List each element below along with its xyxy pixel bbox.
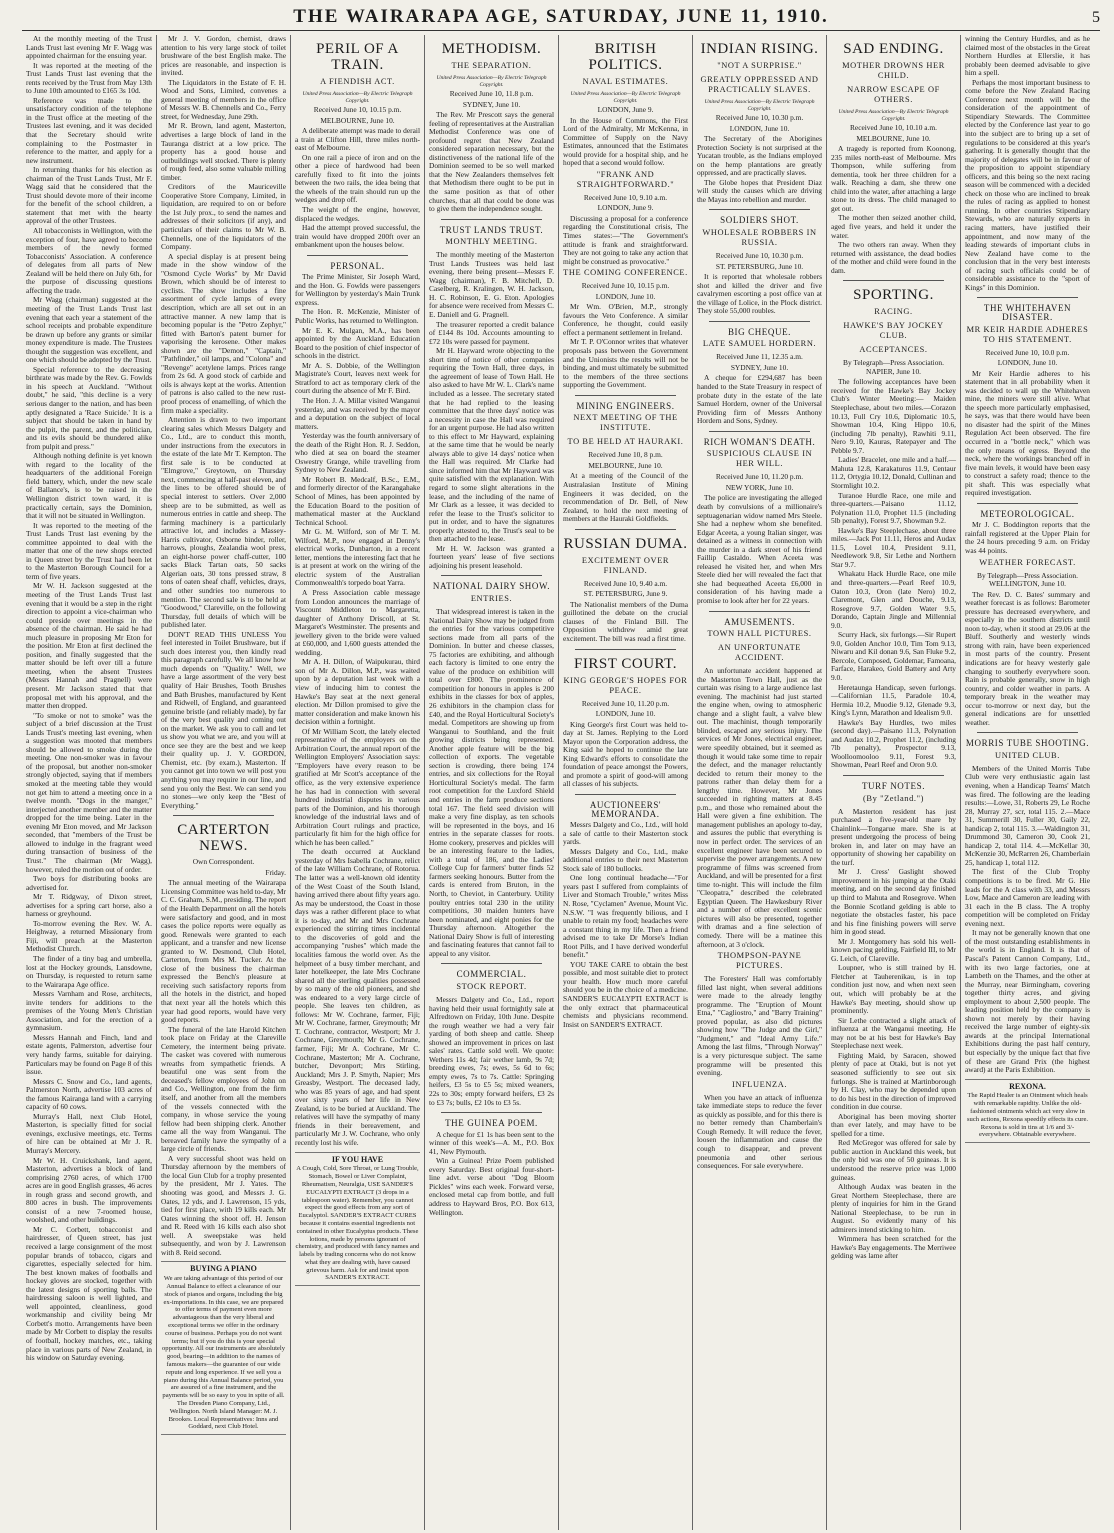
paragraph: Ladies' Bracelet, one mile and a half.—Mahuta 12.8, Karakaturos 11.9, Centaur 11.2, Ortygia 10.12, Donald, Cullinan and Stormlight 10.2.	[831, 455, 956, 490]
paragraph: The Prime Minister, Sir Joseph Ward, and the Hon. G. Fowlds were passengers for Wellington by yesterday's Main Trunk express.	[295, 272, 420, 307]
dateline: LONDON, June 10.	[997, 358, 1058, 368]
headline-sad-ending: SAD ENDING.	[843, 41, 944, 57]
paragraph: Although Audax was beaten in the Great Northern Steeplechase, there are plenty of inquiries for him in the Grand National Steeplechase, to be run in August. So evidently many of his admirers intend sticking to him.	[831, 1182, 956, 1234]
divider	[307, 255, 408, 256]
dateline: By Telegraph—Press Association. WELLINGTON, June 10.	[977, 570, 1078, 589]
page-number: 5	[1092, 9, 1100, 26]
ad-title: IF YOU HAVE	[331, 1154, 384, 1164]
headline-personal: PERSONAL.	[330, 260, 385, 271]
subheadline: "FRANK AND STRAIGHTFORWARD."	[576, 169, 675, 189]
paragraph: A Masterton resident has just purchased a five-year-old mare by Chainlink—Tongarue mare. She is at present undergoing the process of being broken in, and later on may have an opportunity of showing her capability on the turf.	[831, 806, 956, 867]
wire-credit: United Press Association—By Electric Telegraph Copyright.	[570, 91, 681, 104]
paragraph: The annual meeting of the Wairarapa Licensing Committee was held to-day, Mr C. C. Graham, S.M., presiding. The report of the Health Department on all the hotels were satisfactory and good, and in most cases the police reports were equally as good. Renewals were granted to each applicant, and a transfer and new license granted to W. Desmond, Club Hotel, Carterton, from Mrs M. Tucker. At the close of the business the chairman expressed the Bench's pleasure at receiving such satisfactory reports from all the hotels in the district, and hoped that next year all the hotels which this year had good reports, would have very good reports.	[161, 878, 286, 1025]
ad-title: REXONA.	[1009, 1081, 1046, 1091]
paragraph: It is reported that wholesale robbers shot and killed the driver and five cavalrymen escorting a post office van at the village of Lolice, in the Plock district. They stole 55,000 roubles.	[697, 272, 822, 316]
paragraph: Win a Guinea! Prize Poem published every Saturday. Best original four-short-line advt. verse about "Dog Bloom Pickles" wins each week. Forward verse, enclosed metal cap from bottle, and full address to Hayward Bros, P.O. Box 613, Wellington.	[429, 1156, 554, 1217]
received-line: Received June 10, 8 p.m.	[588, 450, 663, 460]
column-6	[692, 35, 826, 1530]
advertisement-rexona	[965, 1079, 1090, 1144]
paragraph: It was reported at the meeting of the Trust Lands Trust last evening that the rents received by the Trust from May 13th to June 10th amounted to £165 3s 10d.	[26, 60, 152, 96]
paragraph: Mr Robert B. Medcalf, B.Sc., E.M., and formerly director of the Karangahake School of Mines, has been appointed by the Education Board to the position of mathematical master at the Auckland Technical School.	[295, 474, 420, 527]
subheadline: GREATLY OPPRESSED AND PRACTICALLY SLAVES.	[700, 75, 819, 94]
paragraph: The finder of a tiny bag and umbrella, lost at the Hockey grounds, Lansdowne, on Thursday, is requested to return same to the Wairarapa Age office.	[26, 953, 152, 989]
subheadline: "NOT A SURPRISE."	[717, 61, 802, 70]
masthead	[22, 6, 1100, 31]
received-line: Received June 10, 9.40 a.m.	[583, 578, 668, 588]
paragraph: Loupner, who is still trained by H. Fletcher at Tauherenikau, is in top condition just now, and when next seen out, which will probably be at the Hawke's Bay meeting, should show up prominently.	[831, 963, 956, 1016]
divider	[441, 1112, 542, 1113]
headline-british-politics: BRITISH POLITICS.	[588, 41, 663, 73]
columns	[22, 35, 1100, 1530]
dateline: SYDNEY, June 10.	[730, 362, 789, 372]
paragraph: Special reference to the decreasing birthrate was made by the Rev. G. Fowlds in his speech at Auckland. "Without doubt," he said, "this decline is a very serious danger to the nation, and has been aptly designated a 'Race Suicide.' It is a subject that should be taken in hand by the pulpit, the parent, and the politician, and its evils should be thundered alike from pulpit and press."	[26, 364, 152, 451]
paragraph: The Hon. R. McKenzie, Minister of Public Works, has returned to Wellington.	[295, 307, 420, 326]
paragraph: Mr H. Hayward wrote objecting to the short time of notice of other companies requiring the Town Hall, three days, in the agreement of lease of Town Hall. He also asked to have Mr W. L. Clark's name included as a lessee. The secretary stated that he had replied to the leasing committee that the three days' notice was a necessity in case the Hall was required for an urgent purpose. He had also written to this effect to Mr Hayward, explaining at the same time that he would be nearly always able to give 14 days' notice when the Hall was required. Mr Clarke had since informed him that Mr Hayward was quite satisfied with the explanation. With regard to some slight alterations in the lease, and the including of the name of Mr Clark as a lessee, it was decided to refer the lease to the Trust's solicitor to put in order, and to have the signatures properly attested to, the Trust's seal to be then attached to the lease.	[429, 346, 554, 544]
dateline: ST. PETERSBURG, June 9.	[583, 589, 668, 599]
headline-national-dairy-show: NATIONAL DAIRY SHOW.	[432, 581, 551, 592]
paragraph: Mr C. Corbett, tobacconist and hairdresser, of Queen street, has just received a large consignment of the most popular brands of tobacco, cigars and cigarettes, especially selected for him. The best known makes of footballs and hockey gloves are stocked, together with the latest designs of sporting balls. The hairdressing saloon is well lighted, and well appointed, cleanliness, good workmanship and civility being Mr Corbett's motto. Arrangements have been made by Mr Corbett to display the results of football, hockey matches, etc., taking place in various parts of New Zealand, in his window on Saturday evening.	[26, 1224, 152, 1363]
dateline: NEW YORK, June 10.	[725, 482, 794, 492]
paragraph: Mr H. W. Jackson was granted a fourteen years' lease of five sections adjoining his present leasehold.	[429, 543, 554, 570]
paragraph: King George's first Court was held to-day at St. James. Replying to the Lord Mayor upon the Corporation address, the King said he hoped to continue the late King Edward's efforts to consolidate the foundation of peace amongst the Powers, and promote a spirit of good-will among all classes of his subjects.	[563, 719, 688, 789]
paragraph: Messrs Dalgety and Co., Ltd., report having held their usual fortnightly sale at Alfredtown on Friday, 10th June. Despite the rough weather we had a very fair yarding of both sheep and cattle. Sheep showed an improvement in prices on last sales' rates. Cattle sold well. We quote: Wethers 11s 4d; fair wether lamb, 9s 7d; breeding ewes, 7s; ewes, 5s 6d to 6s; empty ewes, 7s to 7s. Cattle: Springing heifers, £3 5s to £5 5s; mixed weaners, 22s to 30s; empty forward heifers, £3 2s to £3 7s; bulls, £2 10s to £3 5s.	[429, 994, 554, 1107]
paragraph: Murray's Hall, next Club Hotel, Masterton, is specially fitted for social evenings, exclusive meetings, etc. Terms of hire can be obtained at Mr J. R. Murray's Mercery.	[26, 1111, 152, 1155]
divider	[977, 297, 1078, 298]
divider	[575, 529, 676, 530]
paragraph: That widespread interest is taken in the National Dairy Show may be judged from the entries for the various competitive sections made from all parts of the Dominion. In butter and cheese classes, 75 factories are exhibiting, and although each factory is limited to one entry the value of the produce on exhibition will total over £800. The prominence of competition for honours in apples is 200 exhibits in the classes for box of apples, 26 exhibitors in the champion class for £40, and the Royal Horticultural Society's medal. Competitors are showing up from Wanganui to Southland, and the fruit growing districts being represented. Another apple feature will be the big collection of exports. The vegetable section is crowding, there being 174 entries, and six collections for the Royal Horticultural Society's medal. The farm root competition for the Luxford Shield and entries in the farm produce sections total 167. The field seed division will make a very fine display, as ten schools will be represented in the boys, and 16 entries in the separate classes for roots. Home cookery, preserves and pickles will be an interesting feature to the ladies, with a total of 186, and the Ladies' College Cup for farmers' butter finds 52 farmers seeking honours. Butter from the cards is entered from Bruton, in the North, to Cheviot, in Canterbury. Utility poultry entries total 230 in the utility competitions, 30 maiden hunters have been nominated, and eight ponies for the Thursday afternoon. Altogether the National Dairy Show is full of interesting and fascinating features that cannot fail to appeal to any visitor.	[429, 606, 554, 958]
paragraph: Red McGregor was offered for sale by public auction in Auckland this week, but the only bid was one of 50 guineas. It is understood the reserve price was 1,000 guineas.	[831, 1138, 956, 1182]
headline-whitehaven-disaster: THE WHITEHAVEN DISASTER.	[983, 303, 1072, 322]
advertisement-piano	[161, 1261, 286, 1435]
received-line: Received June 10, 10.15 p.m.	[313, 105, 402, 114]
received-line: Received June 11, 12.35 a.m.	[716, 352, 803, 362]
paragraph: A cheque for £294,687 has been handed to the State Treasury in respect of probate duty in the estate of the late Samuel Hordern, owner of the Universal Providing firm of Messrs Anthony Hordern and Sons, Sydney.	[697, 373, 822, 426]
column-2	[156, 35, 290, 1530]
paragraph: It was reported to the meeting of the Trust Lands Trust last evening by the committee appointed to deal with the matter that one of the new shops erected in Queen street by the Trust had been let to the Masterton Borough Council for a term of five years.	[26, 520, 152, 581]
paragraph: winning the Century Hurdles, and as he claimed most of the obstacles in the Great Northern Hurdles at Ellerslie, it has probably been deemed advisable to give him a spell.	[965, 35, 1090, 78]
paragraph: At a meeting of the Council of the Australasian Institute of Mining Engineers it was decided, on the recommendation of Dr. Bell, of New Zealand, to hold the next meeting of members at the Hauraki Goldfields.	[563, 471, 688, 524]
byline: Own Correspondent.	[192, 857, 255, 867]
divider	[575, 649, 676, 650]
paragraph: Mr G. M. Wilford, son of Mr T. M. Wilford, M.P., now engaged at Denny's electrical works, Dunbarton, in a recent letter, mentions the interesting fact that he is at present at work on the wiring of the electric system of the Australian Commonwealth's torpedo boat Yarra.	[295, 527, 420, 588]
subheadline: NARROW ESCAPE OF OTHERS.	[847, 85, 940, 104]
paragraph: It may not be generally known that one of the most outstanding establishments in the world is in England. It is that of Pascal's Patent Cannon Company, Ltd., with its two large factories, one at Lambeth on the Thames, and the other at the Murray, near Birmingham, covering together thirty acres, and giving employment to about 2,500 people. The leading position held by the company is shown not merely by their having received the large number of eighty-six awards at the principal International Exhibitions during the past half century, but especially by the unique fact that five of these are Grand Prix (the highest award) at the Paris Exhibition.	[965, 928, 1090, 1075]
paragraph: Messrs C. Snow and Co., land agents, Palmerston North, advertise 103 acres of the famous Kairanga land with a carrying capacity of 60 cows.	[26, 1076, 152, 1112]
paragraph: Fighting Maid, by Saracen, showed plenty of pace at Otaki, but is not yet seasoned sufficiently to see out six furlongs. She is trained at Martinborough by H. Clay, who may be depended upon to do his best in the direction of improved condition in due course.	[831, 1050, 956, 1112]
subheadline: ACCEPTANCES.	[859, 345, 928, 355]
paragraph: A Press Association cable message from London announces the marriage of Viscount Middleton to Margaretta, daughter of Anthony Driscoll, at St. Margaret's Westminster. The presents and jewellery given to the bride were valued at £60,000, and 1,600 guests attended the wedding.	[295, 587, 420, 657]
headline-big-cheque: BIG CHEQUE.	[727, 326, 792, 337]
paragraph: The Foresters' Hall was comfortably filled last night, when several additions were made to the already lengthy programme. The "Eruption of Mount Etna," "Cagliostro," and "Barry Training" proved popular, as also did pictures showing how "The Judge and the Girl," "Judgment," and "Ideal Army Life." Among the last films, "Through Norway" is a very picturesque subject. The same programme will be presented this evening.	[697, 974, 822, 1078]
paragraph: Yesterday was the fourth anniversary of the death of the Right Hon. R. J. Seddon, who died at sea on board the steamer Oswestry Grange, while travelling from Sydney to New Zealand.	[295, 431, 420, 475]
paragraph: Aboriginal has been moving shorter than ever lately, and may have to be spelled for a time.	[831, 1111, 956, 1138]
divider	[977, 503, 1078, 504]
paragraph: A very successful shoot was held on Thursday afternoon by the members of the local Gun Club for a trophy presented by the president, Mr J. Yates. The shooting was good, and Messrs J. G. Oates, 12 yds, and J. Lawrenson, 15 yds, tied for first place, with 19 kills each. Mr Oates winning the shoot off. H. Jenson and R. Reed with 16 kills each also shot well. A sweepstake was held subsequently, and won by J. Lawrenson with 8. Reid second.	[161, 1153, 286, 1257]
dateline: LONDON, June 10.	[595, 291, 656, 301]
ad-title: BUYING A PIANO	[190, 1264, 257, 1274]
paragraph: Mr Wagg (chairman) suggested at the meeting of the Trust Lands Trust last evening that each year a statement of the school receipts and probable expenditure be drawn up before any grants or similar money expenditure is made. The Trustees thought the suggestion was excellent, and one which should be adopted by the Trust.	[26, 295, 152, 365]
dateline: SYDNEY, June 10.	[462, 99, 521, 109]
headline-guinea-poem: THE GUINEA POEM.	[445, 1118, 538, 1129]
paragraph: The following acceptances have been received for the Hawke's Bay Jockey Club's Winter Meeting:— Maiden Steeplechase, about two miles.—Corazon 10.13, Full Cry 10.6, Diplomatic 10.5, Showman 10.4, King Hippo 10.6, (including 7lb penalty), Rawhiti 9.11, Nero 9.10, Kauras, Ratepayer and The Pebble 9.7.	[831, 377, 956, 455]
subheadline: NAVAL ESTIMATES.	[582, 77, 669, 86]
subheadline: THOMPSON-PAYNE PICTURES.	[717, 951, 802, 971]
paragraph: The Nationalist members of the Duma guillotined the debate on the crucial clauses of the Finland Bill. The Opposition withdrew amid great excitement. The bill was read a first time.	[563, 599, 688, 643]
paragraph: To-morrow evening the Rev. W. A. Heighway, a returned Missionary from Fiji, will preach at the Masterton Methodist Church.	[26, 918, 152, 954]
divider	[843, 280, 944, 281]
paragraph: Mr W. H. Jackson suggested at the meeting of the Trust Lands Trust last evening that it would be a step in the right direction to appoint a vice-chairman who could preside over meetings in the absence of the chairman. He said he had much pleasure in proposing Mr Eton for the position. Mr Eton at first declined the position, and finally suggested that the matter should be left over till a future meeting, when the absent Trustees (Messrs Hannah and Pragnell) were present. Mr Jackson stated that that proposal met with his approval, and the matter then dropped.	[26, 581, 152, 711]
divider	[709, 611, 810, 612]
subheadline: AN UNFORTUNATE ACCIDENT.	[717, 643, 802, 663]
divider	[441, 575, 542, 576]
paragraph: Discussing a proposal for a conference regarding the Constitutional crisis, The Times states:—"The Government's attitude is frank and straightforward. They are not going to take any action that might be construed as provocative."	[563, 213, 688, 266]
paragraph: Of Mr William Scott, the lately elected representative of the employers on the Arbitration Court, the annual report of the Wellington Employers' Association says: "Employers have every reason to be gratified at Mr Scott's acceptance of the office, as the very extensive experience he has had in connection with several hundred industrial disputes in various parts of the Dominion, and his thorough knowledge of the industrial laws and of Arbitration Court rulings and practice, particularly fit him for the high office for which he has been called."	[295, 726, 420, 847]
wire-credit: United Press Association—By Electric Telegraph Copyright.	[302, 91, 413, 104]
wire-credit: United Press Association—By Electric Telegraph Copyright.	[838, 109, 949, 122]
headline-russian-duma: RUSSIAN DUMA.	[563, 535, 688, 552]
paragraph: In the House of Commons, the First Lord of the Admiralty, Mr McKenna, in Committee of Supply on the Navy Estimates, announced that the Estimates would provide for a hospital ship, and he hoped that a second would follow.	[563, 115, 688, 168]
received-line: Received June 10, 10.30 p.m.	[715, 113, 804, 122]
dateline: LONDON, June 10.	[595, 709, 656, 719]
dateline: MELBOURNE, June 10.	[588, 460, 663, 470]
paragraph: One long continual headache—"For years past I suffered from complaints of Liver and Stomach Trouble," writes Miss N. Rose, "Cyclamen" Avenue, Mount Vic. N.S.W. "I was frequently bilious, and I unable to retain my food; headaches were a constant thing in my life. Then a friend advised me to take Dr Morse's Indian Root Pills, and I have derived wonderful benefit."	[563, 873, 688, 960]
paragraph: "To smoke or not to smoke" was the subject of a brief discussion at the Trust Lands Trust's meeting last evening, when a suggestion was mooted that members should be allowed to smoke during the meeting. One non-smoker was in favour of the proposal, but another non-smoker strongly objected, saying that if members smoked at the meeting table they would not get him to attend a meeting once in a twelve month. "Dogs in the manger," interjected another member and the matter dropped for the time being. Later in the evening Mr Eton moved, and Mr Jackson seconded, that "members of the Trust be allowed to indulge in the fragrant weed during transaction of business of the Trust." The chairman (Mr Wagg), however, ruled the motion out of order.	[26, 710, 152, 874]
paragraph: The treasurer reported a credit balance of £144 8s 10d. Accounts amounting to £72 10s were passed for payment.	[429, 319, 554, 346]
paragraph: Mr E. K. Mulgan, M.A., has been appointed by the Auckland Education Board to the position of chief inspector of schools in the district.	[295, 325, 420, 361]
ad-text: We are taking advantage of this period of our Annual Balance to effect a clearance of our stock of pianos and organs, including the big ex-importations. In this case, we are prepared to offer terms of payment even more advantageous than the very liberal and exceptional terms we offer in the ordinary course of business. Perhaps you do not want terms; but if you do this is your special opportunity. All our instruments are absolutely good, bearing—in addition to the names of famous makers—the guarantee of our wide repute and long experience. If we sell you a piano during this Annual Balance period, you are assured of a fine instrument, and the payments will be so easy to you in spite of all. The Dresden Piano Company, Ltd., Wellington. North Island Manager: M. J. Brookes. Local Representatives: Inns and Goddard, next Club Hotel.	[161, 1275, 285, 1431]
headline-methodism: METHODISM.	[441, 41, 542, 57]
subheadline: WEATHER FORECAST.	[979, 557, 1076, 567]
headline-mining-engineers: MINING ENGINEERS.	[576, 400, 675, 411]
paragraph: A special display is at present being made in the show window of the "Osmond Cycle Works" by Mr David Brown, which should be of interest to cyclists. The show includes a fine assortment of cycle lamps of every description, which are all set out in an attractive manner. A new lamp that is becoming popular is the "Petro Zephyr," fitted with Barton's patent burner for vaporising the kerosene. Other makes shown are the "Demon," "Captain," "Pathfinder," oil lamps, and "Colona" and "Revenge" acetylene lamps. Prices range from 2s 6d. A good stock of carbide and oils is always kept at the works. Attention of patrons is also called to the new rust-proof process of enamelling, of which the firm make a speciality.	[161, 251, 286, 415]
paragraph: The first of the Club Trophy competitions is to be fired. Mr G. Hie leads for the A class with 33, and Messrs Low, Mace and Cameron are leading with 31 each in the B class. The A trophy competition will be completed on Friday evening next.	[965, 867, 1090, 928]
paragraph: A cheque for £1 1s has been sent to the winner of this week's—A. M., P.O. Box 41, New Plymouth.	[429, 1129, 554, 1156]
paragraph: Mr J. Cress' Gaslight showed improvement in his jumping at the Otaki meeting, and on the second day finished up third to Mahuta and Rosegrove. When the Bonnie Scotland gelding is able to negotiate the obstacles faster, his pace and his fine finishing powers will serve him in good stead.	[831, 867, 956, 937]
paragraph: Mr T. P. O'Connor writes that whatever proposals pass between the Government and the Unionists the results will not be binding, and must ultimately be submitted to the members of the three sections supporting the Government.	[563, 337, 688, 390]
paragraph: When you have an attack of influenza take immediate steps to reduce the fever as quickly as possible, and for this there is no better remedy than Chamberlain's Cough Remedy. It will reduce the fever, loosen the inflammation and cause the cough to disappear, and prevent pneumonia and other serious consequences. For sale everywhere.	[697, 1092, 823, 1171]
paragraph: An unfortunate accident happened at the Masterton Town Hall, just as the curtain was rising to a large audience last evening. The machinist had just started the engine when, owing to atmospheric change and a slight fault, a valve blew out. The machinist, though temporarily blinded, escaped any serious injury. The services of Mr Jones, electrical engineer, were speedily obtained, but it seemed as though it would take some time to repair the defect, and the manager reluctantly decided to return their money to the patrons rather than delay them for a lengthy time. However, Mr Jones succeeded in righting matters at 8.45 p.m., and those who remained about the Hall were given a fine exhibition. The management publishes an apology to-day, and assures the public that everything is now in perfect order. The services of an excellent engineer have been secured to supervise the power arrangements. A new programme of films was screened from Auckland, and will be presented for a first time to-night. This will include the film "Cleopatra," described the celebrated Egyptian Queen. The Hawkesbury River and a number of other excellent scenic pictures will also be presented, together with dramas and a fine selection of comedy. There will be a matinee this afternoon, at 3 o'clock.	[697, 666, 822, 949]
received-line: Received June 10, 11.20 p.m.	[715, 472, 804, 482]
paragraph: All tobacconists in Wellington, with the exception of four, have agreed to become members of the newly formed Tobacconists' Association. A conference of delegates from all parts of New Zealand will be held there on July 6th, for the purpose of discussing questions affecting the trade.	[26, 226, 152, 295]
paragraph: Mr R. Brown, land agent, Masterton, advertises a large block of land in the Tauranga district at a low price. The property has a good house and outbuildings well stocked. There is plenty of rough feed, also some valuable milling timber.	[161, 121, 286, 182]
subheadline: WHOLESALE ROBBERS IN RUSSIA.	[702, 228, 817, 248]
paragraph: Messrs Hannah and Finch, land and estate agents, Palmerston, advertise four very handy farms, suitable for dairying. Particulars may be found on Page 8 of this issue.	[26, 1032, 152, 1077]
ad-text: A Cough, Cold, Sore Throat, or Lung Trouble, Stomach, Bowel or Liver Complaint, Rheumatism, Neuralgia, USE SANDER'S EUCALYPTI EXTRACT (3 drops in a tablespoon water). Remember, you cannot expect the good effects from any sort of Eucalyptol. SANDER'S EXTRACT CURES because it contains essential ingredients not contained in other Eucalyptus products. These lotions, made by persons ignorant of chemistry, and produced with fancy names and labels by trading concerns who do not know what they are dealing with, have caused grievous harm. Ask for and insist upon SANDER'S EXTRACT.	[295, 1165, 420, 1282]
paragraph: At the monthly meeting of the Trust Lands Trust last evening Mr F. Wagg was appointed chairman for the ensuing year.	[26, 35, 152, 61]
paragraph: Mr J. Montgomery has sold his well-known pacing gelding, Fairfield III, to Mr G. Leich, of Clareville.	[831, 936, 956, 963]
paragraph: Turanoe Hurdle Race, one mile and three-quarters.—Paisano 11.12, Polynation 11.0, Prophet 11.5 (including 5lb penalty), Forest 9.7, Showman 9.2.	[831, 490, 956, 526]
subheadline: HAWKE'S BAY JOCKEY CLUB.	[843, 321, 944, 341]
paragraph: On one rail a piece of iron and on the other a piece of hardwood had been carefully fixed to fit into the joints between the two rails, the idea being that the wheels of the train should run up the wedges and drop off.	[295, 152, 420, 205]
paragraph: Had the attempt proved successful, the train would have dropped 200ft over an embankment upon the houses below.	[295, 223, 420, 250]
paragraph: Perhaps the most important business to come before the New Zealand Racing Conference next month will be the consideration of the appointment of Stipendiary Stewards. The Committee elected by the Conference last year to go into the subject are to bring up a set of regulations to be considered at this year's gathering. It is generally thought that the majority of delegates will be in favour of the proposition to appoint stipendiary officers, and this being so the next racing season will be commenced with a decided check on those who are inclined to break the rules of racing as applied to honest running. In other countries Stipendiary Stewards, who are naturally experts in racing matters, have justified their appointment, and now many of the leading stewards of important clubs in New Zealand have come to the conclusion that in the very best interests of racing such officials could be of considerable assistance to the "sport of Kings" in this Dominion.	[965, 77, 1090, 292]
newspaper-title: THE WAIRARAPA AGE, SATURDAY, JUNE 11, 1910.	[293, 6, 829, 27]
paragraph: Scurry Hack, six furlongs.—Sir Rupert 9.0, Golden Anchor 10.0, Tim Tom 9.13, Niwaru and Kil donan 9.6, San Fluke 9.2, Bercole, Composed, Goldemar, Famoana, Farface, Harakeo, Gold Battery and Arty 9.0.	[831, 630, 956, 682]
subheadline: MOTHER DROWNS HER CHILD.	[842, 61, 945, 80]
paragraph: Creditors of the Mauriceville Cooperative Store Company, Limited, in liquidation, are required to on or before the 1st July prox., to send the names and addresses of their solicitors (if any), and particulars of their claims to Mr W. B. Chennells, one of the liquidators of the Company.	[161, 182, 286, 252]
paragraph: Messrs Dalgety and Co., Ltd., will hold a sale of cattle to their Masterton stock yards.	[563, 820, 688, 847]
subheadline: NEXT MEETING OF THE INSTITUTE.	[573, 413, 678, 433]
subheadline: MONTHLY MEETING.	[445, 237, 538, 247]
wire-credit: United Press Association—By Electric Telegraph Copyright.	[704, 99, 815, 112]
headline-sporting: SPORTING.	[853, 287, 934, 304]
column-8	[960, 35, 1094, 1530]
divider	[575, 395, 676, 396]
ad-text: The Rapid Healer is an Ointment which heals with remarkable rapidity. Unlike the old-fashioned ointments which act very slow in such actions, Rexona speedily effects its cure. Rexona is sold in tins at 1/6 and 3/- everywhere. Obtainable everywhere.	[966, 1092, 1089, 1139]
dateline: LONDON, June 10.	[729, 123, 790, 133]
divider	[173, 815, 274, 816]
paragraph: Reference was made to the unsatisfactory condition of the telephone in the Trust office at the meeting of the Trustees last evening, and it was decided that the Secretary should write complaining to the Postmaster in reference to the matter, and apply for a new instrument.	[26, 95, 152, 165]
paragraph: YOU TAKE CARE to obtain the best possible, and most suitable diet to protect your health. How much more careful should you be in the choice of a medicine. SANDER'S EUCALYPTI EXTRACT is the only extract that pharmaceutical chemists and physicians recommend. Insist on SANDER'S EXTRACT.	[563, 959, 688, 1029]
paragraph: Wimmera has been scratched for the Hawke's Bay engagements. The Merriwee gelding was lame after	[831, 1234, 956, 1261]
dateline: Friday.	[265, 867, 286, 877]
paragraph: The Hon. J. A. Millar visited Wanganui yesterday, and was received by the mayor and a deputation on the subject of local matters.	[295, 395, 420, 431]
subheadline: KING GEORGE'S HOPES FOR PEACE.	[563, 675, 688, 695]
headline-auctioneers-memoranda: AUCTIONEERS' MEMORANDA.	[589, 799, 662, 819]
wire-credit: United Press Association—By Electric Telegraph Copyright.	[436, 75, 547, 88]
subheadline: UNITED CLUB.	[995, 750, 1060, 760]
headline-morris-tube-shooting: MORRIS TUBE SHOOTING.	[965, 738, 1090, 749]
headline-soldiers-shot: SOLDIERS SHOT.	[720, 215, 799, 226]
subheadline: TO BE HELD AT HAURAKI.	[567, 437, 684, 447]
headline-peril-of-a-train: PERIL OF A TRAIN.	[316, 41, 399, 73]
paragraph: Heretaunga Handicap, seven furlongs.—Californian 11.5, Paradole 10.4, Hermia 10.2, Muodie 9.12, Glenade 9.3, King's Lynn, Marathon and Idealism 9.0.	[831, 682, 956, 718]
paragraph: Messrs Varnham and Rose, architects, invite tenders for additions to the premises of the Young Men's Christian Association, and for the erection of a gymnasium.	[26, 989, 152, 1033]
headline-trust-lands-trust: TRUST LANDS TRUST.	[439, 224, 544, 235]
received-line: Received June 10, 10.15 p.m.	[581, 281, 670, 291]
subheadline: A FIENDISH ACT.	[320, 77, 395, 86]
divider	[441, 963, 542, 964]
column-7	[826, 35, 960, 1530]
paragraph: The death occurred at Auckland yesterday of Mrs Isabella Cochrane, relict of the late William Cochrane, of Rotorua. The latter was a well-known old identity of the West Coast of the South Island, having arrived there about fifty years ago. As may be understood, the Coast in those days was a rather different place to what it is to-day, and Mr and Mrs Cochrane experienced the stirring times incidental to the discoveries of gold and the accompanying "rushes" which made the localities famous the world over. As the helpmeet of a busy timber merchant, and later hotelkeeper, the late Mrs Cochrane shared all the sterling qualities possessed by so many of the old pioneers, and she was endeared to a very large circle of people. She leaves ten children, as follows: Mr W. Cochrane, farmer, Fiji; Mr W. Cochrane, farmer, Greymouth; Mr T. Cochrane, contractor, Westport; Mr J. Cochrane, Greymouth; Mr G. Cochrane, farmer, Fiji; Mr A. Cochrane, Mr C. Cochrane, Masterton; Mr A. Cochrane, butcher, Devonport; Mrs Stirling, Auckland; Mrs J. P. Smyth, Napier; Mrs Greasby, Westport. The deceased lady, who was 85 years of age, and had spent over sixty years of her life in New Zealand, is to be buried at Auckland. The relatives will have the sympathy of many friends in their bereavement, and particularly Mr J. W. Cochrane, who only recently lost his wife.	[295, 847, 420, 1147]
dateline: By Telegraph—Press Association. NAPIER, June 10.	[843, 358, 944, 376]
divider	[709, 321, 810, 322]
dateline: LONDON, June 9.	[597, 105, 654, 114]
received-line: Received June 10, 11.20 p.m.	[581, 698, 670, 708]
paragraph: Although nothing definite is yet known with regard to the locality of the headquarters of the additional Foreign field battery, which, under the new scale of Ballance's, is to be raised in the Wellington district town ward, it is practically certain, says the Dominion, that it will not be situated in Wellington.	[26, 451, 152, 521]
paragraph: DON'T READ THIS UNLESS You feel interested in Toilet Brushware, but if such does interest you, then kindly read this paragraph carefully. We all know how much depends on "Quality." Well, we have a large assortment of the very best quality of Hair Brushes, Tooth Brushes and Bath Brushes, manufactured by Kent and Ridwell, of England, and guaranteed genuine bristle (and reliably made), by far of the very best quality and coming out on the market. We ask you to call and let us show you what we are, and you will at once see they are the best and we keep their quality up. J. V. GORDON, Chemist, etc. (by exam.), Masterton. If you cannot get into town we will post you anything you may require in our line, and send you only the Best. We can send you no stones—we only keep the "Best of Everything."	[161, 629, 287, 810]
paragraph: Two boys for distributing books are advertised for.	[26, 874, 152, 892]
received-line: Received June 10, 10.30 p.m.	[715, 251, 804, 261]
paragraph: The Secretary of the Aborigines Protection Society is not surprised at the Yucatan trouble, as the Indians employed on the hemp plantations are greatly oppressed, and are practically slaves.	[697, 134, 822, 178]
advertisement-sanders-extract	[295, 1152, 420, 1287]
headline-meteorological: METEOROLOGICAL.	[980, 508, 1075, 519]
subheadline: THE COMING CONFERENCE.	[563, 268, 688, 278]
paragraph: The mother then seized another child, aged five years, and held it under the water.	[831, 213, 956, 240]
headline-amusements: AMUSEMENTS.	[724, 616, 795, 627]
divider	[977, 732, 1078, 733]
headline-commercial: COMMERCIAL.	[456, 969, 527, 980]
divider	[709, 209, 810, 210]
paragraph: The Rev. D. C. Bates' summary and weather forecast is as follows: Barometer pressure has decreased everywhere, and especially in the southern districts until noon to-day, when it stood at 29.06 at the Bluff. Southerly and westerly winds strong with rain, have been experienced in most parts of the country. Present indications are for heavy westerly gale changing to southerly everywhere soon. Rain is probable generally, snow in high country, and colder weather in parts. A temporary break in the weather may occur to-morrow or next day, but the general indications are for unsettled weather.	[965, 589, 1090, 727]
paragraph: Mr Wm. O'Brien, M.P., strongly favours the Veto Conference. A similar Conference, he thought, could easily effect a permanent settlement in Ireland.	[563, 302, 688, 337]
paragraph: The Liquidators in the Estate of F. H. Wood and Sons, Limited, convenes a general meeting of members in the office of Messrs W. B. Chennells and Co., Ferry street, for Wednesday, June 29th.	[161, 77, 286, 121]
received-line: Received June 10, 10.0 p.m.	[985, 347, 1070, 357]
paragraph: Attention is drawn to two important clearing sales which Messrs Dalgety and Co., Ltd., are to conduct this month, under instructions from the executors in the estate of the late Mr T. Kempton. The first sale is to be conducted at "Elmgrove," Greytown, on Thursday next, commencing at half-past eleven, and the lines to be offered should be of special interest to settlers. Over 2,000 sheep are to be submitted, as well as numerous entries in cattle and sheep. The farming machinery is a particularly attractive lot, and includes a Massey-Harris cultivator, Osborne binder, roller, harrows, ploughs, Zealandia wool press, an eight-horse power chaff-cutter, 100 sacks Black Tartan oats, 50 sacks Algerian oats, 30 tons pressed straw, 8 tons of oaten sheaf chaff, vehicles, drays, and other sundries too numerous to mention. The second sale is to be held at "Goodwood," Clareville, on the following Thursday, full details of which will be published later.	[161, 415, 286, 630]
divider	[709, 431, 810, 432]
subheadline: EXCITEMENT OVER FINLAND.	[581, 555, 670, 575]
dateline: MELBOURNE, June 10.	[320, 115, 395, 125]
paragraph: The Globe hopes that President Diaz will study the causes which are driving the Mayas into rebellion and murder.	[697, 177, 822, 204]
paragraph: A deliberate attempt was made to derail a train at Clifton Hill, three miles north-east of Melbourne.	[295, 126, 420, 153]
paragraph: The police are investigating the alleged death by convulsions of a millionaire's septuagenarian widow named Mrs Steele. She had a nephew whom she benefited. Edgar Aceeta, a young Italian singer, was detained as a witness in connection with the murder in a dark street of his friend Faillip Castaldo. When Aceeta was released he visited her, and when Mrs Steele died her will revealed the fact that she had bequeathed Aceeta £6,000 in consideration of his having made a promise to look after her for 22 years.	[697, 493, 822, 605]
paragraph: Mr A. S. Dobbie, of the Wellington Magistrate's Court, leaves next week for Stratford to act as temporary clerk of the court during the absence of Mr F. Bird.	[295, 360, 420, 396]
headline-carterton-news: CARTERTON NEWS.	[177, 822, 270, 855]
subheadline: (By "Zetland.")	[863, 793, 924, 803]
divider	[575, 794, 676, 795]
subheadline: INFLUENZA.	[731, 1079, 788, 1089]
column-4	[424, 35, 558, 1530]
paragraph: Whakatu Hack Hurdle Race, one mile and three-quarters.—Pearl Reef 10.9, Oaton 10.3, Oron (late Nero) 10.2, Claremont, Glen and Douche, 9.13, Rosegrove 9.7, Golden Water 9.5, Dorando, Captain Jingle and Millennial 9.0.	[831, 569, 956, 630]
paragraph: A tragedy is reported from Koonong, 235 miles north-east of Melbourne. Mrs Thompson, while suffering from dementia, took her three children for a walk. Reaching a dam, she threw one child into the water, after attaching a large stone to its dress. The child managed to get out.	[831, 144, 956, 213]
received-line: Received June 10, 10.10 a.m.	[849, 123, 938, 132]
paragraph: Mr W. H. Cruickshank, land agent, Masterton, advertises a block of land comprising 2760 acres, of which 1700 acres are in good English grasses, 46 acres in rough grass and second growth, and 800 acres in bush. The improvements consist of a new 7-roomed house, woolshed, and other buildings.	[26, 1155, 153, 1225]
headline-turf-notes: TURF NOTES.	[861, 781, 926, 791]
dateline: ST. PETERSBURG, June 10.	[715, 261, 804, 271]
subheadline: STOCK REPORT.	[456, 981, 527, 991]
paragraph: Messrs Dalgety and Co., Ltd., make additional entries to their next Masterton Stock sale of 180 bullocks.	[563, 846, 688, 873]
subheadline: TOWN HALL PICTURES.	[707, 629, 812, 639]
column-3	[290, 35, 424, 1530]
paragraph: The monthly meeting of the Masterton Trust Lands Trustees was held last evening, there being present—Messrs F. Wagg (chairman), F. B. Mitchell, D. Caselberg, R. Kralingen, W. H. Jackson, H. C. Robinson, E. G. Eton. Apologies for absence were received from Messrs C. E. Daniell and G. Pragnell.	[429, 250, 554, 320]
column-1	[22, 35, 156, 1530]
paragraph: The Rev. Mr Prescott says the general feeling of representatives at the Australian Methodist Conference was one of profound regret that New Zealand considered separation necessary, but the distinctiveness of the national life of the Dominion seemed to be so well marked that the New Zealanders themselves felt that Methodism there ought to be put in the same position as that of other churches, that all that could be done was to give them the independence sought.	[429, 110, 554, 214]
received-line: Received June 10, 11.8 p.m.	[449, 89, 534, 98]
divider	[441, 219, 542, 220]
paragraph: Mr A. H. Dillon, of Waipukurau, third son of Mr A. Dillon, M.P., was waited upon by a deputation last week with a view of inducing him to contest the Hawke's Bay seat at the next general election. Mr Dillon promised to give the matter consideration and make known his decision within a fortnight.	[295, 657, 420, 727]
headline-indian-rising: INDIAN RISING.	[700, 41, 819, 57]
subheadline: THE SEPARATION.	[451, 61, 532, 70]
paragraph: Hawke's Bay Hurdles, two miles (second day).—Paisano 11.3, Polynation and Audax 10.2, Prophet 11.2, (including 7lb penalty), Prospector 9.13, Woolloomooloo 9.11, Forest 9.3, Showman, Pearl Reef and Oron 9.0.	[831, 717, 956, 770]
headline-first-court: FIRST COURT.	[574, 655, 677, 672]
subheadline: LATE SAMUEL HORDERN.	[702, 339, 817, 349]
paragraph: In returning thanks for his election as chairman of the Trust Lands Trust, Mr F. Wagg said that he considered that the Trust should devote more of their income for the benefit of the school children, a statement that met with the hearty approval of the other Trustees.	[26, 165, 152, 226]
paragraph: Mr Keir Hardie adheres to his statement that in all probability when it was decided to wall up the Whitehaven mine, the miners were still alive. What the speech more particularly emphasised, he says, was that there would have been no disaster had the spirit of the Mines Regulation Act been observed. The fire occurred in a "bottle neck," which was the only means of egress. Beyond the neck, where the workings branched off in five main levels, it would have been easy to construct a safety road; thence to the pit shaft. This was especially what required investigation.	[965, 368, 1090, 498]
received-line: Received June 10, 9.10 a.m.	[583, 192, 668, 202]
dateline: MELBOURNE, June 10.	[856, 133, 931, 143]
paragraph: Mr T. Ridgway, of Dixon street, advertises for a spring cart horse, also a harness or greyhound.	[26, 892, 152, 919]
subheadline: SUSPICIOUS CLAUSE IN HER WILL.	[706, 449, 813, 469]
headline-rich-womans-death: RICH WOMAN'S DEATH.	[703, 436, 816, 447]
paragraph: Mr J. C. Boddington reports that the rainfall registered at the Upper Plain for the 24 hours preceding 9 a.m. on Friday was 44 points.	[965, 520, 1090, 555]
paragraph: Mr J. V. Gordon, chemist, draws attention to his very large stock of toilet brushware of the best English make. The prices are reasonable, and inspection is invited.	[161, 35, 286, 78]
paragraph: Hawke's Bay Steeplechase, about three miles.—Jack Pot 11.11, Heros and Audax 11.5, Lovel 10.4, President 9.11, Needlework 9.8, Sir Lethe and Northern Star 9.7.	[831, 525, 956, 569]
paragraph: Sir Lethe contracted a slight attack of influenza at the Wanganui meeting. He may not be at his best for Hawke's Bay Steeplechase next week.	[831, 1015, 956, 1051]
subheadline: RACING.	[874, 307, 913, 317]
paragraph: Members of the United Morris Tube Club were very enthusiastic again last evening, when a Handicap Teams' Match was fired. The following are the leading results:—Lowe, 31, Roberts 29, Le Roche 28, Murray 27, scr, total 115. 2.—Mace 31, Summerill 30, Fuller 30, Gaily 22, handicap 2, total 115. 3.—Waldington 31, Drummond 30, Cameron 30, Cook 21, handicap 2, total 114. 4.—McKellar 30, McKenzie 30, McRarren 26, Chamberlain 25, handicap 1, total 112.	[965, 763, 1090, 867]
subheadline: ENTRIES.	[470, 593, 513, 603]
column-5	[558, 35, 692, 1530]
paragraph: The funeral of the late Harold Kitchen took place on Friday at the Clareville Cemetery, the interment being private. The casket was covered with numerous wreaths from sympathetic friends. A beautiful one was sent from the deceased's fellow employees of John on and Co., Wellington, one from the firm itself, and another from all the members of the vessels connected with the company, in whose service the young fellow had been shipping clerk. Another came all the way from Wanganui. The bereaved family have the sympathy of a large circle of friends.	[161, 1024, 286, 1154]
paragraph: The weight of the engine, however, displaced the wedges.	[295, 205, 420, 223]
subheadline: MR KEIR HARDIE ADHERES TO HIS STATEMENT.	[966, 324, 1089, 344]
dateline: LONDON, June 9.	[597, 203, 654, 213]
divider	[843, 775, 944, 776]
paragraph: The two others ran away. When they returned with assistance, the dead bodies of the mother and child were found in the dam.	[831, 240, 956, 275]
